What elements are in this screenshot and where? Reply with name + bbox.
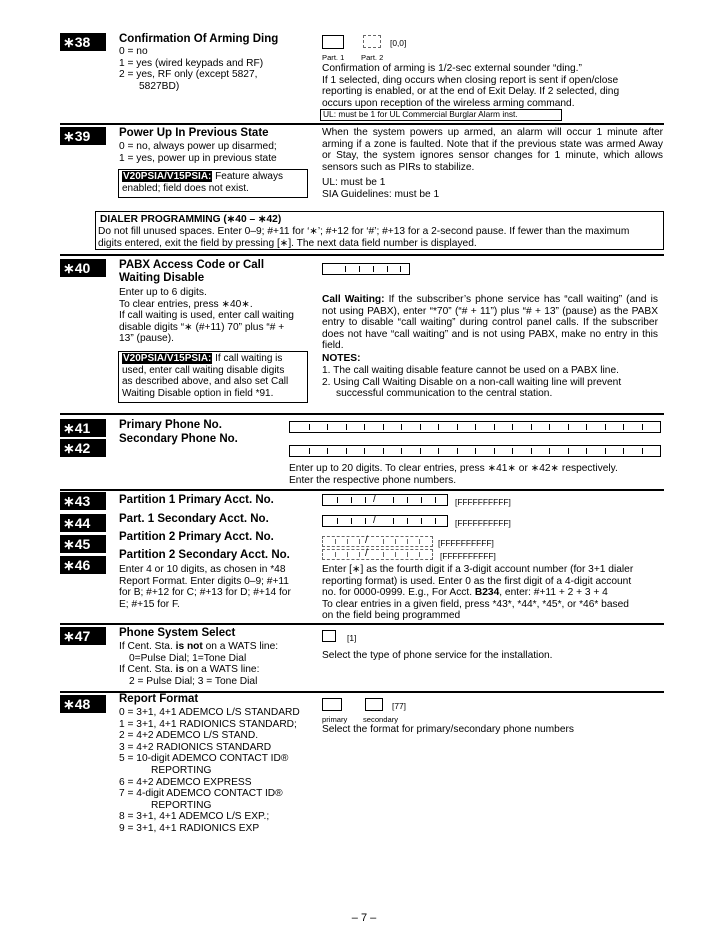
default-value-43: [FFFFFFFFFF]: [455, 497, 511, 507]
sia-note-39: SIA Guidelines: must be 1: [322, 189, 440, 200]
field-number-44: ∗44: [60, 514, 106, 532]
secondary-phone-entry-box[interactable]: [289, 445, 661, 457]
digit-divider: [623, 424, 624, 430]
field-40-instructions: Enter up to 6 digits. To clear entries, press ∗40∗. If call waiting is used, enter call waiting disable digits “∗ (#+11) 70” plus “# + 13” (pause).: [119, 287, 294, 345]
field-number-45: ∗45: [60, 535, 106, 553]
digit-divider: [512, 424, 513, 430]
field-title-46: Partition 2 Secondary Acct. No.: [119, 549, 290, 561]
field-39-options: 0 = no, always power up disarmed; 1 = yes, power up in previous state: [119, 141, 277, 164]
digit-divider: [457, 424, 458, 430]
v20psia-note-39: V20PSIA/V15PSIA: Feature always enabled; field does not exist.: [118, 169, 308, 198]
digit-divider: [642, 424, 643, 430]
phone-instructions: Enter up to 20 digits. To clear entries, press ∗41∗ or ∗42∗ respectively. Enter the respective phone numbers.: [289, 463, 618, 486]
ul-note-38: UL: must be 1 for UL Commercial Burglar Alarm inst.: [320, 109, 562, 121]
digit-divider: [549, 448, 550, 454]
acct-entry-box-44[interactable]: /: [322, 515, 448, 527]
field-title-43: Partition 1 Primary Acct. No.: [119, 494, 274, 506]
label-primary: primary: [322, 715, 348, 724]
page-number: – 7 –: [351, 912, 377, 924]
digit-divider: [309, 448, 310, 454]
dialer-programming-box: DIALER PROGRAMMING (∗40 – ∗42) Do not fill unused spaces. Enter 0–9; #+11 for ‘∗’; #+12 for ‘#’; #+13 for a 2-second pause. If fewer than the maximum digits entered, exit the field by pressing [∗]. The next data field number is displayed.: [95, 211, 664, 250]
field-38-options: [119, 46, 263, 92]
default-value-48: [77]: [392, 701, 406, 711]
field-title-38: Confirmation Of Arming Ding: [119, 33, 279, 45]
digit-divider: [549, 424, 550, 430]
digit-divider: [494, 448, 495, 454]
field-39-description: When the system powers up armed, an alarm will occur 1 minute after arming if a zone is faulted. Note that if the previous state was armed Away or Stay, the system ignores sensor changes for 1 minute, which allows sensors such as PIRs to stabilize.: [322, 127, 663, 173]
field-46-description: Enter [∗] as the fourth digit if a 3-digit account number (for 3+1 dialer reporting format) is used. Enter 0 as the first digit of a 4-digit account no. for 0000-0999. E.g., For Acct. B234, enter: #+11 + 2 + 3 + 4 To clear entries in a given field, press *43*, *44*, *45*, or *46* based on the field being programmed: [322, 564, 634, 622]
digit-divider: [512, 448, 513, 454]
primary-phone-entry-box[interactable]: [289, 421, 661, 433]
digit-divider: [605, 424, 606, 430]
field-number-43: ∗43: [60, 492, 106, 510]
digit-divider: [327, 424, 328, 430]
digit-divider: [623, 448, 624, 454]
divider: [60, 413, 664, 415]
field-47-description: Select the type of phone service for the installation.: [322, 650, 553, 661]
digit-divider: [475, 424, 476, 430]
field-number-38: ∗38: [60, 33, 106, 51]
digit-divider: [642, 448, 643, 454]
digit-divider: [309, 424, 310, 430]
option-line: 1 = yes (wired keypads and RF): [119, 57, 264, 69]
field-title-39: Power Up In Previous State: [119, 127, 269, 139]
digit-divider: [605, 448, 606, 454]
field-number-41: ∗41: [60, 419, 106, 437]
option-line: 2 = yes, RF only (except 5827,: [119, 69, 258, 81]
entry-box-part2[interactable]: [363, 35, 381, 48]
report-format-secondary-box[interactable]: [365, 698, 383, 711]
field-title-41: Primary Phone No.: [119, 419, 222, 431]
digit-divider: [568, 424, 569, 430]
field-number-48: ∗48: [60, 695, 106, 713]
label-part1: Part. 1: [322, 53, 345, 62]
digit-divider: [401, 424, 402, 430]
digit-divider: [494, 424, 495, 430]
digit-divider: [531, 424, 532, 430]
label-part2: Part. 2: [361, 53, 384, 62]
field-number-39: ∗39: [60, 127, 106, 145]
field-38-description: Confirmation of arming is 1/2-sec external sounder “ding.” If 1 selected, ding occurs when closing report is sent if open/close reporting is enabled, or at the end of Exit Delay. If 2 selected, ding occurs upon reception of the wireless arming command.: [322, 63, 620, 109]
digit-divider: [586, 448, 587, 454]
digit-divider: [438, 448, 439, 454]
field-number-46: ∗46: [60, 556, 106, 574]
entry-box-part1[interactable]: [322, 35, 344, 49]
digit-divider: [383, 448, 384, 454]
digit-divider: [457, 448, 458, 454]
option-line: 5827BD): [139, 80, 180, 92]
field-title-47: Phone System Select: [119, 627, 236, 639]
v20psia-note-40: V20PSIA/V15PSIA: If call waiting is used, enter call waiting disable digits as described above, and also set Call Waiting Disable option in field *91.: [118, 351, 308, 403]
call-waiting-description: Call Waiting: If the subscriber’s phone service has “call waiting” (and is not using PABX), enter “*70” (“# + 11”) plus “# + 13” (pause) as the PABX entry to disable “call waiting” during control panel calls. If the subscriber does not have “call waiting” and is not using PABX, make no entry in this field.: [322, 294, 658, 352]
notes-label: NOTES:: [322, 353, 361, 364]
field-title-40: PABX Access Code or Call Waiting Disable: [119, 259, 265, 284]
field-title-48: Report Format: [119, 693, 199, 705]
field-number-47: ∗47: [60, 627, 106, 645]
notes-list: 1. The call waiting disable feature cannot be used on a PABX line. 2. Using Call Waiting Disable on a non-call waiting line will prevent successful communication to the central station.: [322, 365, 622, 400]
divider: [60, 254, 664, 256]
phone-system-entry-box[interactable]: [322, 630, 336, 642]
field-title-44: Part. 1 Secondary Acct. No.: [119, 513, 269, 525]
default-value-47: [1]: [347, 633, 357, 643]
digit-divider: [327, 448, 328, 454]
digit-divider: [568, 448, 569, 454]
label-secondary: secondary: [363, 715, 399, 724]
digit-divider: [346, 424, 347, 430]
pabx-entry-box[interactable]: [322, 263, 410, 275]
field-47-options: If Cent. Sta. is not on a WATS line: 0=Pulse Dial; 1=Tone Dial If Cent. Sta. is on a WATS line: 2 = Pulse Dial; 3 = Tone Dial: [119, 641, 279, 687]
digit-divider: [420, 448, 421, 454]
field-48-options: 0 = 3+1, 4+1 ADEMCO L/S STANDARD 1 = 3+1, 4+1 RADIONICS STANDARD; 2 = 4+2 ADEMCO L/S STAND. 3 = 4+2 RADIONICS STANDARD 5 = 10-digit ADEMCO CONTACT ID® REPORTING 6 = 4+2 ADEMCO EXPRESS 7 = 4-digit ADEMCO CONTACT ID® REPORTING 8 = 3+1, 4+1 ADEMCO L/S EXP.; 9 = 3+1, 4+1 RADIONICS EXP: [119, 707, 300, 834]
digit-divider: [586, 424, 587, 430]
field-title-42: Secondary Phone No.: [119, 433, 238, 445]
default-value-38: [0,0]: [390, 38, 407, 48]
field-46-instructions: Enter 4 or 10 digits, as chosen in *48 Report Format. Enter digits 0–9; #+11 for B; #+12 for C; #+13 for D; #+14 for E; #+15 for F.: [119, 564, 291, 610]
digit-divider: [475, 448, 476, 454]
divider: [60, 123, 664, 125]
field-number-40: ∗40: [60, 259, 106, 277]
digit-divider: [401, 448, 402, 454]
acct-entry-box-43[interactable]: /: [322, 494, 448, 506]
digit-divider: [346, 448, 347, 454]
ul-note-39: UL: must be 1: [322, 177, 386, 188]
digit-divider: [364, 424, 365, 430]
digit-divider: [420, 424, 421, 430]
default-value-45: [FFFFFFFFFF]: [438, 538, 494, 548]
divider: [60, 623, 664, 625]
dialer-title: DIALER PROGRAMMING (∗40 – ∗42): [100, 214, 282, 225]
default-value-44: [FFFFFFFFFF]: [455, 518, 511, 528]
digit-divider: [438, 424, 439, 430]
digit-divider: [383, 424, 384, 430]
report-format-primary-box[interactable]: [322, 698, 342, 711]
digit-divider: [364, 448, 365, 454]
field-48-description: Select the format for primary/secondary phone numbers: [322, 724, 574, 735]
digit-divider: [531, 448, 532, 454]
acct-entry-box-45[interactable]: /: [322, 536, 433, 547]
default-value-46: [FFFFFFFFFF]: [440, 551, 496, 561]
divider: [60, 489, 664, 491]
field-number-42: ∗42: [60, 439, 106, 457]
option-line: 0 = no: [119, 46, 148, 57]
field-title-45: Partition 2 Primary Acct. No.: [119, 531, 274, 543]
acct-entry-box-46[interactable]: /: [322, 549, 433, 560]
